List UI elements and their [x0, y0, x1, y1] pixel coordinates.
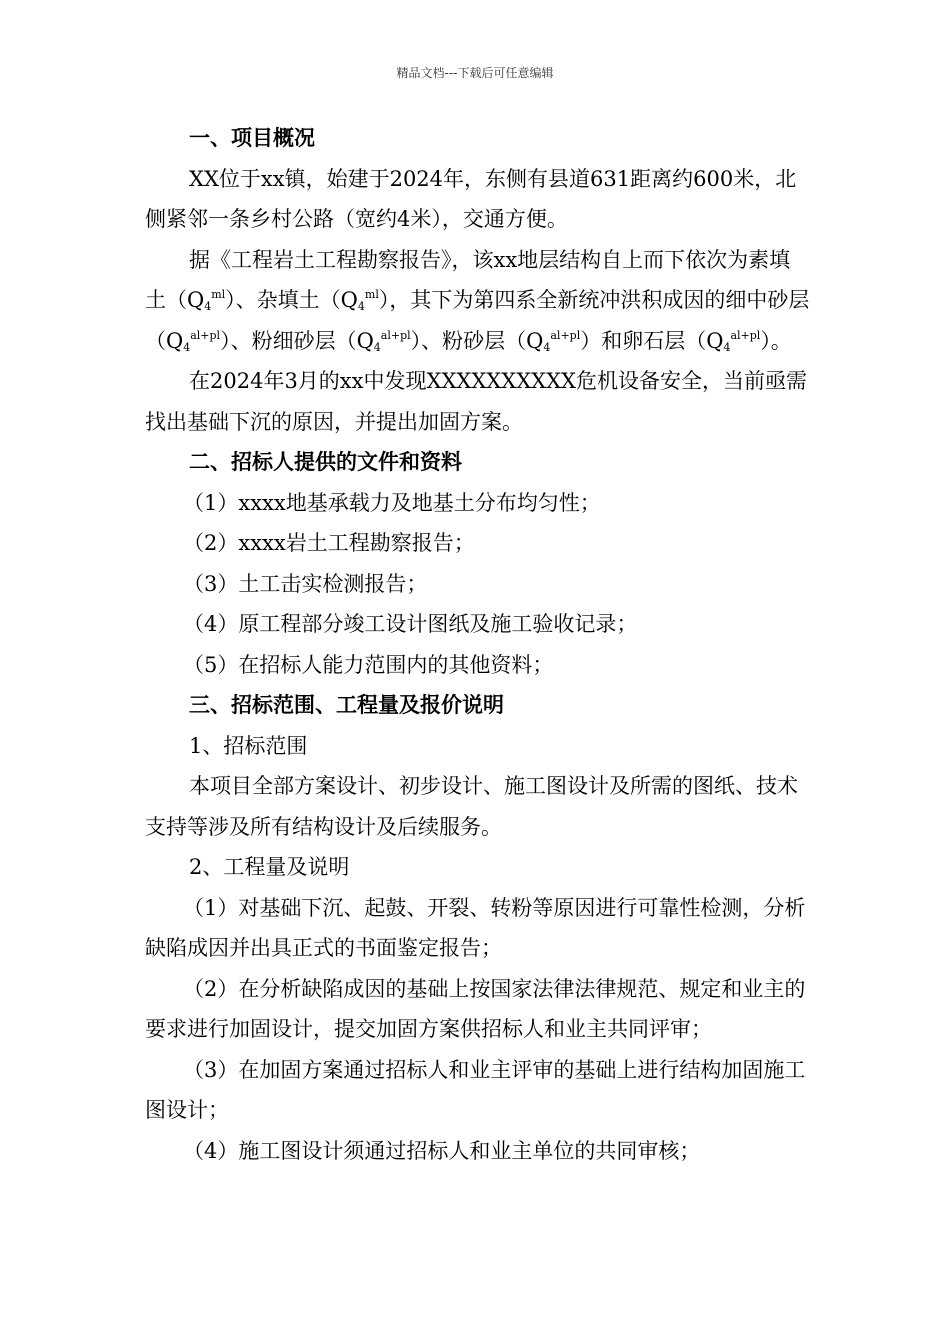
p2-sup-b: ml — [364, 288, 379, 301]
page-header: 精品文档---下载后可任意编辑 — [396, 66, 554, 80]
p2-sup-a: ml — [211, 288, 226, 301]
section-3-sub-2-item-3: （3）在加固方案通过招标人和业主评审的基础上进行结构加固施工图设计； — [145, 1057, 806, 1122]
p2-sub-e: 4 — [543, 340, 551, 354]
p2-sub-c: 4 — [183, 340, 191, 354]
p2-text-b: ）、杂填土（Q — [225, 288, 358, 312]
section-3-sub-2-item-2: （2）在分析缺陷成因的基础上按国家法律法律规范、规定和业主的要求进行加固设计，提交加固方案供招标人和业主共同评审； — [145, 976, 806, 1041]
document-body — [145, 118, 810, 1171]
section-3-title: 三、招标范围、工程量及报价说明 — [189, 692, 504, 717]
section-2-item-1: （1）xxxx地基承载力及地基土分布均匀性； — [183, 490, 601, 515]
p2-sup-e: al+pl — [550, 328, 581, 342]
section-3-sub-2-title: 2、工程量及说明 — [189, 855, 350, 879]
section-1-paragraph-3: 在2024年3月的xx中发现XXXXXXXXXX危机设备安全，当前亟需找出基础下沉的原因，并提出加固方案。 — [145, 369, 807, 434]
section-3-sub-1-title: 1、招标范围 — [189, 733, 308, 758]
p2-sup-f: al+pl — [730, 328, 761, 342]
p2-sup-d: al+pl — [380, 328, 411, 342]
p2-text-g: ）。 — [760, 328, 792, 353]
p2-sub-f: 4 — [723, 340, 731, 354]
p2-text-e: ）、粉砂层（Q — [410, 328, 544, 353]
section-3-sub-2-item-1: （1）对基础下沉、起鼓、开裂、转粉等原因进行可靠性检测，分析缺陷成因并出具正式的书面鉴定报告； — [145, 895, 806, 960]
section-2-item-3: （3）土工击实检测报告； — [183, 571, 428, 596]
p2-text-d: ）、粉细砂层（Q — [220, 328, 374, 353]
section-1-title: 一、项目概况 — [189, 125, 315, 150]
section-2-title: 二、招标人提供的文件和资料 — [189, 449, 462, 474]
p2-sup-c: al+pl — [190, 328, 221, 342]
p2-text-c: ），其下为第四系全新统冲洪积成因的细中砂层（Q — [145, 288, 810, 353]
section-2-item-2: （2）xxxx岩土工程勘察报告； — [183, 531, 475, 555]
p2-text-f: ）和卵石层（Q — [580, 328, 724, 353]
section-2-item-4: （4）原工程部分竣工设计图纸及施工验收记录； — [183, 612, 638, 636]
p2-sub-b: 4 — [357, 300, 365, 313]
section-1-paragraph-1: XX位于xx镇，始建于2024年，东侧有县道631距离约600米，北侧紧邻一条乡村公路（宽约4米），交通方便。 — [145, 166, 797, 231]
p2-sub-a: 4 — [204, 300, 212, 313]
section-2-item-5: （5）在招标人能力范围内的其他资料； — [183, 652, 554, 677]
section-1-paragraph-2 — [145, 240, 810, 362]
section-3-sub-2-item-4: （4）施工图设计须通过招标人和业主单位的共同审核； — [183, 1138, 701, 1163]
p2-text-a: 据《工程岩土工程勘察报告》，该xx地层结构自上而下依次为素填土（Q — [145, 247, 791, 312]
p2-sub-d: 4 — [373, 340, 381, 354]
section-3-sub-1-text: 本项目全部方案设计、初步设计、施工图设计及所需的图纸、技术支持等涉及所有结构设计及后续服务。 — [145, 774, 798, 839]
